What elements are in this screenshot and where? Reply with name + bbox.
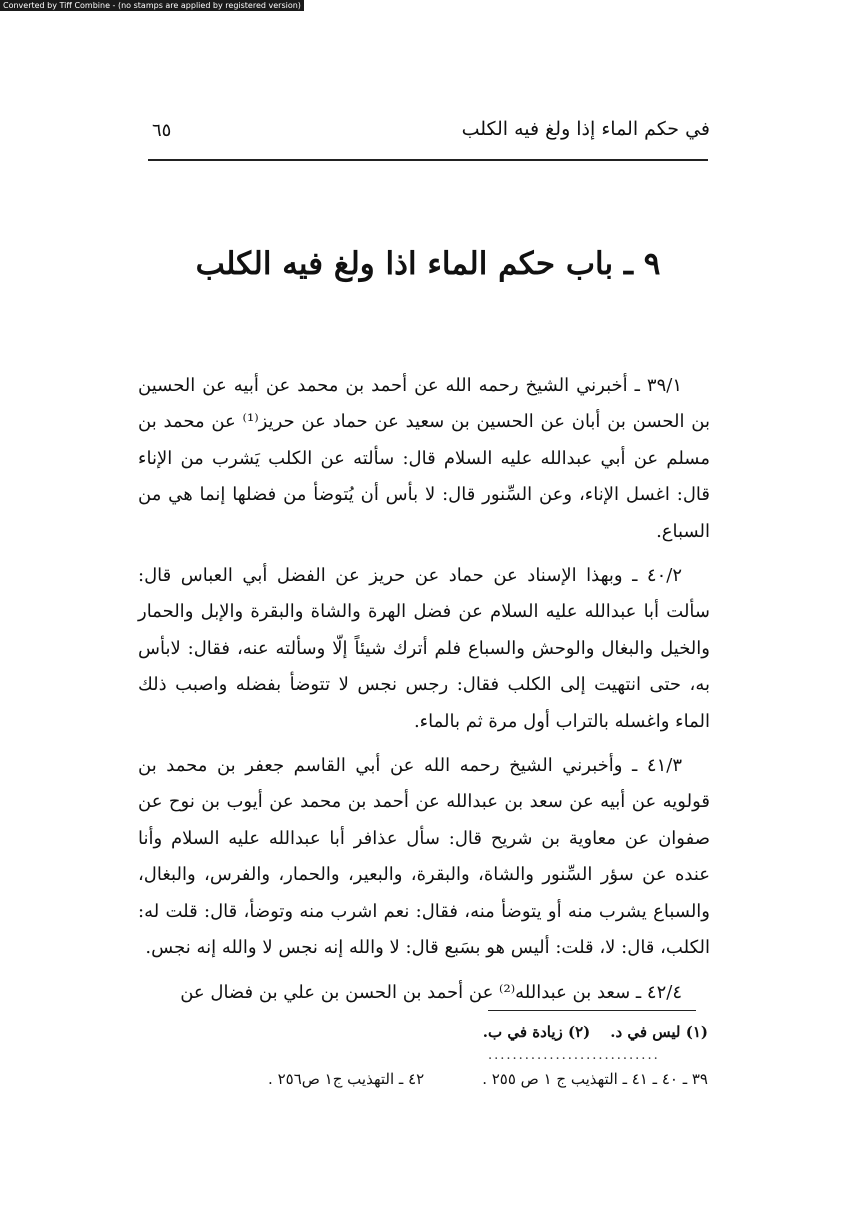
footnote-2: (٢) زيادة في ب. [482, 1023, 591, 1041]
hadith-paragraph-42: ٤٢/٤ ـ سعد بن عبدالله⁽²⁾ عن أحمد بن الحسن بن علي بن فضال عن [180, 981, 682, 1003]
running-title: في حكم الماء إذا ولغ فيه الكلب [461, 118, 710, 140]
body-text [138, 368, 710, 1011]
header-rule [148, 159, 708, 161]
footnotes-line [463, 1023, 708, 1041]
hadith-paragraph-40: ٤٠/٢ ـ وبهذا الإسناد عن حماد عن حريز عن الفضل أبي العباس قال: سألت أبا عبدالله عليه السلام عن فضل الهرة والشاة والبقرة والإبل والحمار والخيل والبغال والوحش والسباع فلم أترك شيئاً إلّا وسألته عنه، فقال: لابأس به، حتى انتهيت إلى الكلب فقال: رجس نجس لا تتوضأ بفضله واصبب ذلك الماء واغسله بالتراب أول مرة ثم بالماء. [138, 565, 710, 732]
hadith-paragraph-39: ٣٩/١ ـ أخبرني الشيخ رحمه الله عن أحمد بن محمد عن أبيه عن الحسين بن الحسن بن أبان عن الحسين بن سعيد عن حماد عن حريز⁽¹⁾ عن محمد بن مسلم عن أبي عبدالله عليه السلام قال: سألته عن الكلب يَشرب من الإناء قال: اغسل الإناء، وعن السِّنور قال: لا بأس أن يُتوضأ من فضلها إنما هي من السباع. [138, 375, 711, 542]
footnote-rule [488, 1010, 696, 1011]
chapter-title: ٩ ـ باب حكم الماء اذا ولغ فيه الكلب [195, 246, 661, 282]
dotted-separator: ............................ [488, 1048, 660, 1063]
source-ref-42: ٤٢ ـ التهذيب ج١ ص٢٥٦ . [268, 1070, 425, 1088]
sources-line [210, 1070, 708, 1088]
converter-banner: Converted by Tiff Combine - (no stamps are applied by registered version) [0, 0, 304, 11]
source-ref-39-41: ٣٩ ـ ٤٠ ـ ٤١ ـ التهذيب ج ١ ص ٢٥٥ . [482, 1070, 708, 1088]
footnote-1: (١) ليس في د. [610, 1023, 708, 1041]
page-number: ٦٥ [152, 120, 172, 141]
hadith-paragraph-41: ٤١/٣ ـ وأخبرني الشيخ رحمه الله عن أبي القاسم جعفر بن محمد بن قولويه عن أبيه عن سعد بن عبدالله عن أحمد بن محمد عن أيوب بن نوح عن صفوان عن معاوية بن شريح قال: سأل عذافر أبا عبدالله عليه السلام وأنا عنده عن سؤر السِّنور والشاة، والبقرة، والبعير، والحمار، والفرس، والبغال، والسباع يشرب منه أو يتوضأ منه، فقال: نعم اشرب منه وتوضأ، قال: قلت له: الكلب، قال: لا، قلت: أليس هو بسَبع قال: لا والله إنه نجس لا والله إنه نجس. [138, 755, 710, 959]
